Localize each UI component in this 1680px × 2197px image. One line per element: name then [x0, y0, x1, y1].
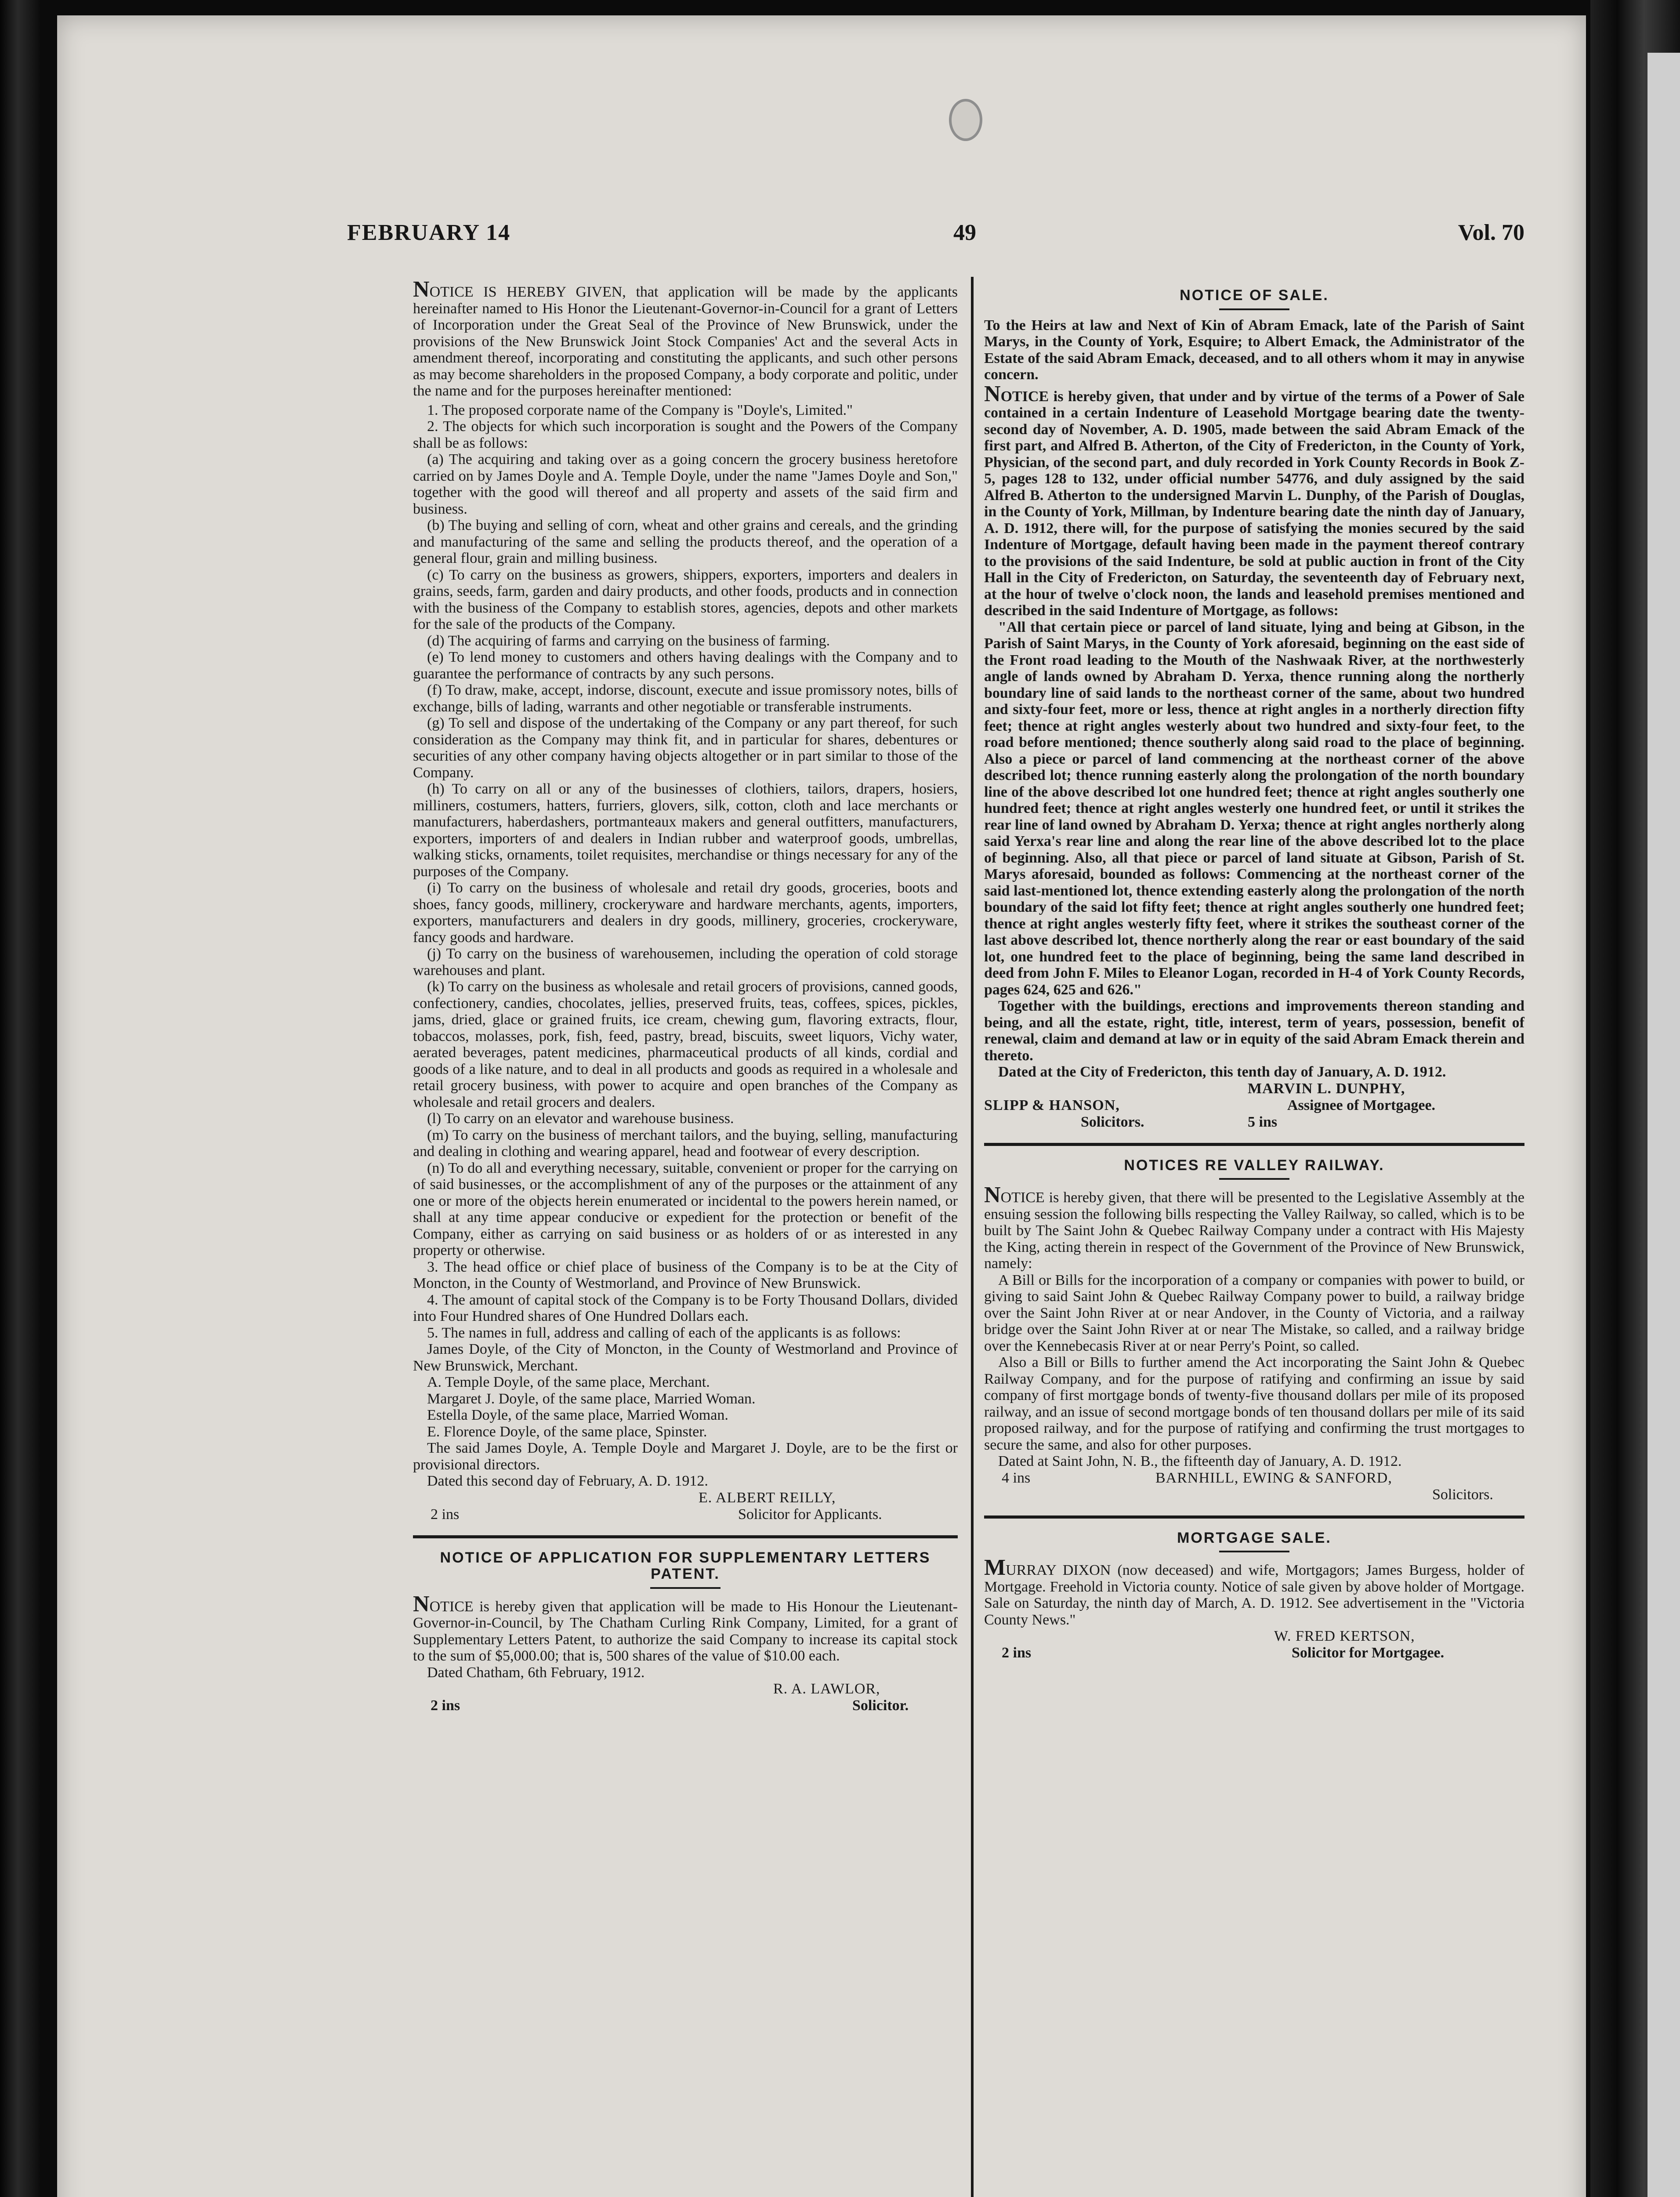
solicitors-role-row [984, 1114, 1524, 1131]
solicitors-row [984, 1097, 1524, 1114]
solicitors-role: Solicitors. [1081, 1113, 1144, 1130]
notice-addressees: To the Heirs at law and Next of Kin of Abram Emack, late of the Parish of Saint Marys, in the County of York, Esquire; to Albert Emack, the Administrator of the Estate of the said Abram Emack, deceased, and to all others whom it may in anywise concern. [984, 317, 1524, 383]
clause-2: 2. The objects for which such incorporation is sought and the Powers of the Company shall be as follows: [413, 418, 958, 451]
dated-line: Dated at the City of Fredericton, this tenth day of January, A. D. 1912. [998, 1064, 1446, 1080]
signature-role-row [413, 1697, 958, 1714]
adjacent-page-edge [1647, 53, 1680, 2197]
signature-role-row [984, 1645, 1524, 1661]
title-rule [1219, 308, 1289, 310]
title-rule [1219, 1551, 1289, 1552]
clause-1: 1. The proposed corporate name of the Company is "Doyle's, Limited." [427, 402, 853, 418]
object-b: (b) The buying and selling of corn, wheat and other grains and cereals, and the grinding and manufacturing of the same and selling the products thereof, and the operation of a general flour, grain and milling business. [413, 517, 958, 566]
signer-name: R. A. LAWLOR, [773, 1681, 880, 1697]
notice-title: NOTICE OF APPLICATION FOR SUPPLEMENTARY LETTERS PATENT. [440, 1549, 931, 1582]
clause-4: 4. The amount of capital stock of the Company is to be Forty Thousand Dollars, divided into Four Hundred shares of One Hundred Dollars each. [413, 1291, 958, 1324]
object-l: (l) To carry on an elevator and warehouse business. [427, 1110, 734, 1127]
section-rule [984, 1515, 1524, 1519]
notice-body: NOTICE is hereby given, that under and by virtue of the terms of a Power of Sale contained in a certain Indenture of Leasehold Mortgage bearing date the twenty-second day of November, A. D. 1905, made between the said Abram Emack of the first part, and Alfred B. Atherton, of the City of Fredericton, in the County of York, Physician, of the second part, and duly recorded in York County Records in Book Z-5, pages 128 to 132, under official number 54776, and duly assigned by the said Alfred B. Atherton to the undersigned Marvin L. Dunphy, of the Parish of Douglas, in the County of York, Millman, by Indenture bearing date the ninth day of January, A. D. 1912, there will, for the purpose of satisfying the monies secured by the said Indenture of Mortgage, default having been made in the payment thereof contrary to the provisions of the said Indenture, be sold at public auction in front of the City Hall in the City of Fredericton, on Saturday, the seventeenth day of February next, at the hour of twelve o'clock noon, the lands and leasehold premises mentioned and described in the said Indenture of Mortgage, as follows: [984, 381, 1524, 619]
dated-line: Dated Chatham, 6th February, 1912. [427, 1664, 645, 1681]
right-column [984, 281, 1524, 1661]
applicant-2: A. Temple Doyle, of the same place, Merchant. [427, 1374, 710, 1390]
signer-role: Assignee of Mortgagee. [1287, 1097, 1436, 1113]
insertion-count: 4 ins [1002, 1469, 1031, 1486]
running-head [347, 220, 1524, 259]
object-d: (d) The acquiring of farms and carrying on the business of farming. [427, 632, 830, 649]
left-column [413, 277, 958, 1714]
issue-date: FEBRUARY 14 [347, 220, 511, 245]
object-f: (f) To draw, make, accept, indorse, discount, execute and issue promissory notes, bills of exchange, bills of lading, warrants and other negotiable or transferable instruments. [413, 682, 958, 715]
object-k: (k) To carry on the business as wholesale and retail grocers of provisions, canned goods, confectionery, candies, chocolates, jellies, preserved fruits, teas, coffees, spices, pickles, jams, dried, glace or grained fruits, ice cream, chewing gum, flavoring extracts, flour, tobaccos, molasses, pork, fish, feed, pastry, bread, biscuits, sweet liquors, Vichy water, aerated beverages, patent medicines, pharmaceutical products of all kinds, cordial and goods of a like nature, and to deal in all products and goods as required in a wholesale and retail grocery business, with power to acquire and open branches of the Company as wholesale and retail grocers and dealers. [413, 979, 958, 1110]
notice-of-sale [984, 287, 1524, 1131]
signature-row [984, 1628, 1524, 1645]
property-description: "All that certain piece or parcel of land situate, lying and being at Gibson, in the Parish of Saint Marys, in the County of York aforesaid, beginning on the east side of the Front road leading to the Mouth of the Nashwaak River, at the northwesterly angle of lands owned by Abraham D. Yerxa, thence running along the northerly boundary line of said lands to the northeast corner of the same, about two hundred and sixty-four feet, more or less, thence at right angles in a northerly direction fifty feet; thence at right angles westerly about two hundred and sixty-four feet, to the road before mentioned; thence southerly along said road to the place of beginning. Also a piece or parcel of land commencing at the northeast corner of the above described lot; thence running easterly along the prolongation of the north boundary line of the above described lot one hundred feet; thence at right angles southerly one hundred feet; thence at right angles westerly one hundred feet, or until it strikes the rear line of land owned by Abraham D. Yerxa; thence at right angles northerly along said Yerxa's rear line and along the rear line of the above described lot to the place of beginning. Also, all that piece or parcel of land situate at Gibson, Parish of St. Marys aforesaid, bounded as follows: Commencing at the northeast corner of the said last-mentioned lot, thence extending easterly along the prolongation of the north boundary of the said lot fifty feet; thence at right angles southerly one hundred feet; thence at right angles westerly fifty feet, where it strikes the southeast corner of the last above described lot, thence northerly along the rear or east boundary of the said lot, one hundred feet to the place of beginning, being the same land described in deed from John F. Miles to Eleanor Logan, recorded in H-4 of York County Records, pages 624, 625 and 626." [984, 619, 1524, 998]
insertion-count: 2 ins [1002, 1645, 1032, 1661]
applicant-3: Margaret J. Doyle, of the same place, Married Woman. [427, 1390, 756, 1407]
signature-row [413, 1681, 958, 1697]
signature-role-row [984, 1486, 1524, 1503]
notice-body: NOTICE is hereby given that application will be made to His Honour the Lieutenant-Governor-in-Council, by The Chatham Curling Rink Company, Limited, for a grant of Supplementary Letters Patent, to authorize the said Company to increase its capital stock to the sum of $5,000.00; that is, 500 shares of the value of $10.00 each. [413, 1591, 958, 1664]
signature-row [984, 1470, 1524, 1486]
object-h: (h) To carry on all or any of the businesses of clothiers, tailors, drapers, hosiers, milliners, costumers, hatters, furriers, glovers, silk, cotton, cloth and lace merchants or manufacturers, haberdashers, portmanteaux makers and general outfitters, manufacturers, exporters, importers of and dealers in Indian rubber and waterproof goods, umbrellas, walking sticks, ornaments, toilet requisites, merchandise or things necessary for any of the purposes of the Company. [413, 781, 958, 880]
notice-body: MURRAY DIXON (now deceased) and wife, Mortgagors; James Burgess, holder of Mortgage. Freehold in Victoria county. Notice of sale given by above holder of Mortgage. Sale on Saturday, the ninth day of March, A. D. 1912. See advertisement in the "Victoria County News." [984, 1555, 1524, 1628]
object-n: (n) To do all and everything necessary, suitable, convenient or proper for the carrying on of said businesses, or the accomplishment of any of the purposes or the attainment of any one or more of the objects herein enumerated or incidental to the powers herein named, or shall at any time appear conducive or expedient for the protection or benefit of the Company, either as carrying on said business or as holders of or as interested in any property or otherwise. [413, 1160, 958, 1258]
volume-number: Vol. 70 [1458, 220, 1524, 245]
object-e: (e) To lend money to customers and others having dealings with the Company and to guarantee the performance of contracts by any such persons. [413, 649, 958, 682]
signer-role: Solicitor. [852, 1697, 909, 1714]
punch-hole [949, 99, 982, 141]
object-a: (a) The acquiring and taking over as a going concern the grocery business heretofore carried on by James Doyle and A. Temple Doyle, under the name "James Doyle and Son," together with the good will thereof and all property and assets of the said firm and business. [413, 451, 958, 517]
directors-clause: The said James Doyle, A. Temple Doyle and Margaret J. Doyle, are to be the first or provisional directors. [413, 1440, 958, 1473]
applicant-4: Estella Doyle, of the same place, Married Woman. [427, 1407, 728, 1423]
signer-role: Solicitor for Applicants. [738, 1506, 882, 1523]
title-rule [650, 1587, 721, 1589]
notice-body: NOTICE is hereby given, that there will be presented to the Legislative Assembly at the ensuing session the following bills respecting the Valley Railway, so called, which is to be built by The Saint John & Quebec Railway Company under a contract with His Majesty the King, acting therein in respect of the Government of the Province of New Brunswick, namely: [984, 1182, 1524, 1272]
section-rule [984, 1143, 1524, 1146]
bill-bridges: A Bill or Bills for the incorporation of a company or companies with power to build, or giving to said Saint John & Quebec Railway Company power to build, a railway bridge over the Saint John River at or near Andover, in the County of Victoria, and a railway bridge over the Saint John River at or near The Mistake, so called, and a railway bridge over the Kennebecasis River at or near Perry's Point, so called. [984, 1272, 1524, 1354]
page-number: 49 [953, 220, 976, 245]
section-rule [413, 1535, 958, 1538]
object-c: (c) To carry on the business as growers, shippers, exporters, importers and dealers in grains, seeds, farm, garden and dairy products, and other foods, products and in connection with the business of the Company to establish stores, agencies, depots and other markets for the sale of the products of the Company. [413, 566, 958, 632]
insertion-count: 5 ins [1248, 1113, 1278, 1130]
signature-row [984, 1080, 1524, 1097]
signature-row [413, 1490, 958, 1506]
object-m: (m) To carry on the business of merchant tailors, and the buying, selling, manufacturing and dealing in clothing and wearing apparel, head and footwear of every description. [413, 1127, 958, 1160]
applicant-5: E. Florence Doyle, of the same place, Spinster. [427, 1423, 707, 1440]
clause-3: 3. The head office or chief place of business of the Company is to be at the City of Moncton, in the County of Westmorland, and Province of New Brunswick. [413, 1258, 958, 1291]
mortgage-sale-notice [984, 1530, 1524, 1662]
object-i: (i) To carry on the business of wholesale and retail dry goods, groceries, boots and shoes, fancy goods, millinery, crockeryware and hardware merchants, agents, importers, exporters, manufacturers and dealers in dry goods, millinery, groceries, crockeryware, fancy goods and hardware. [413, 880, 958, 946]
signer-name: BARNHILL, EWING & SANFORD, [1155, 1469, 1392, 1486]
bill-amendment: Also a Bill or Bills to further amend the Act incorporating the Saint John & Quebec Railway Company, and for the purpose of ratifying and confirming an issue by said company of first mortgage bonds of twenty-five thousand dollars per mile of its proposed railway, and an issue of second mortgage bonds of ten thousand dollars per mile of its said proposed railway, and for the purpose of ratifying and confirming the trust mortgages to secure the same, and also for other purposes. [984, 1354, 1525, 1453]
signer-role: Solicitors. [1432, 1486, 1493, 1503]
solicitors-name: SLIPP & HANSON, [984, 1097, 1120, 1113]
valley-railway-notice [984, 1157, 1524, 1503]
curling-rink-notice [413, 1550, 958, 1715]
signer-name: E. ALBERT REILLY, [699, 1489, 836, 1506]
object-g: (g) To sell and dispose of the undertaking of the Company or any part thereof, for such consideration as the Company may think fit, and in particular for shares, debentures or securities of any other company having objects altogether or in part similar to those of the Company. [413, 715, 958, 781]
signer-name: W. FRED KERTSON, [1274, 1628, 1415, 1644]
signer-role: Solicitor for Mortgagee. [1292, 1645, 1445, 1661]
dated-line: Dated at Saint John, N. B., the fifteenth day of January, A. D. 1912. [998, 1453, 1402, 1469]
title-rule [1219, 1178, 1289, 1180]
insertion-count: 2 ins [431, 1697, 460, 1714]
dated-line: Dated this second day of February, A. D. 1912. [427, 1473, 708, 1489]
together-clause: Together with the buildings, erections and improvements thereon standing and being, and all the estate, right, title, interest, term of years, possession, benefit of renewal, claim and demand at law or in equity of the said Abram Emack therein and thereto. [984, 998, 1524, 1064]
clause-5: 5. The names in full, address and calling of each of the applicants is as follows: [427, 1324, 901, 1341]
signature-role-row [413, 1506, 958, 1523]
signer-name: MARVIN L. DUNPHY, [1248, 1080, 1405, 1097]
notice-intro: NOTICE IS HEREBY GIVEN, that application will be made by the applicants hereinafter named to His Honor the Lieutenant-Governor-in-Council for a grant of Letters of Incorporation under the Great Seal of the Province of New Brunswick, under the provisions of the New Brunswick Joint Stock Companies' Act and the several Acts in amendment thereof, incorporating and constituting the applicants, and such other persons as may become shareholders in the proposed Company, a body corporate and politic, under the name and for the purposes hereinafter mentioned: [413, 277, 958, 399]
notice-title: MORTGAGE SALE. [1177, 1529, 1332, 1546]
notice-title: NOTICE OF SALE. [1180, 287, 1329, 304]
insertion-count: 2 ins [431, 1506, 460, 1523]
book-binding-left [0, 0, 40, 2197]
notice-title: NOTICES RE VALLEY RAILWAY. [1124, 1157, 1385, 1174]
doyles-incorporation-notice [413, 277, 958, 1523]
applicant-1: James Doyle, of the City of Moncton, in the County of Westmorland and Province of New Brunswick, Merchant. [413, 1341, 958, 1374]
object-j: (j) To carry on the business of warehousemen, including the operation of cold storage warehouses and plant. [413, 946, 958, 979]
column-divider [971, 277, 974, 2197]
